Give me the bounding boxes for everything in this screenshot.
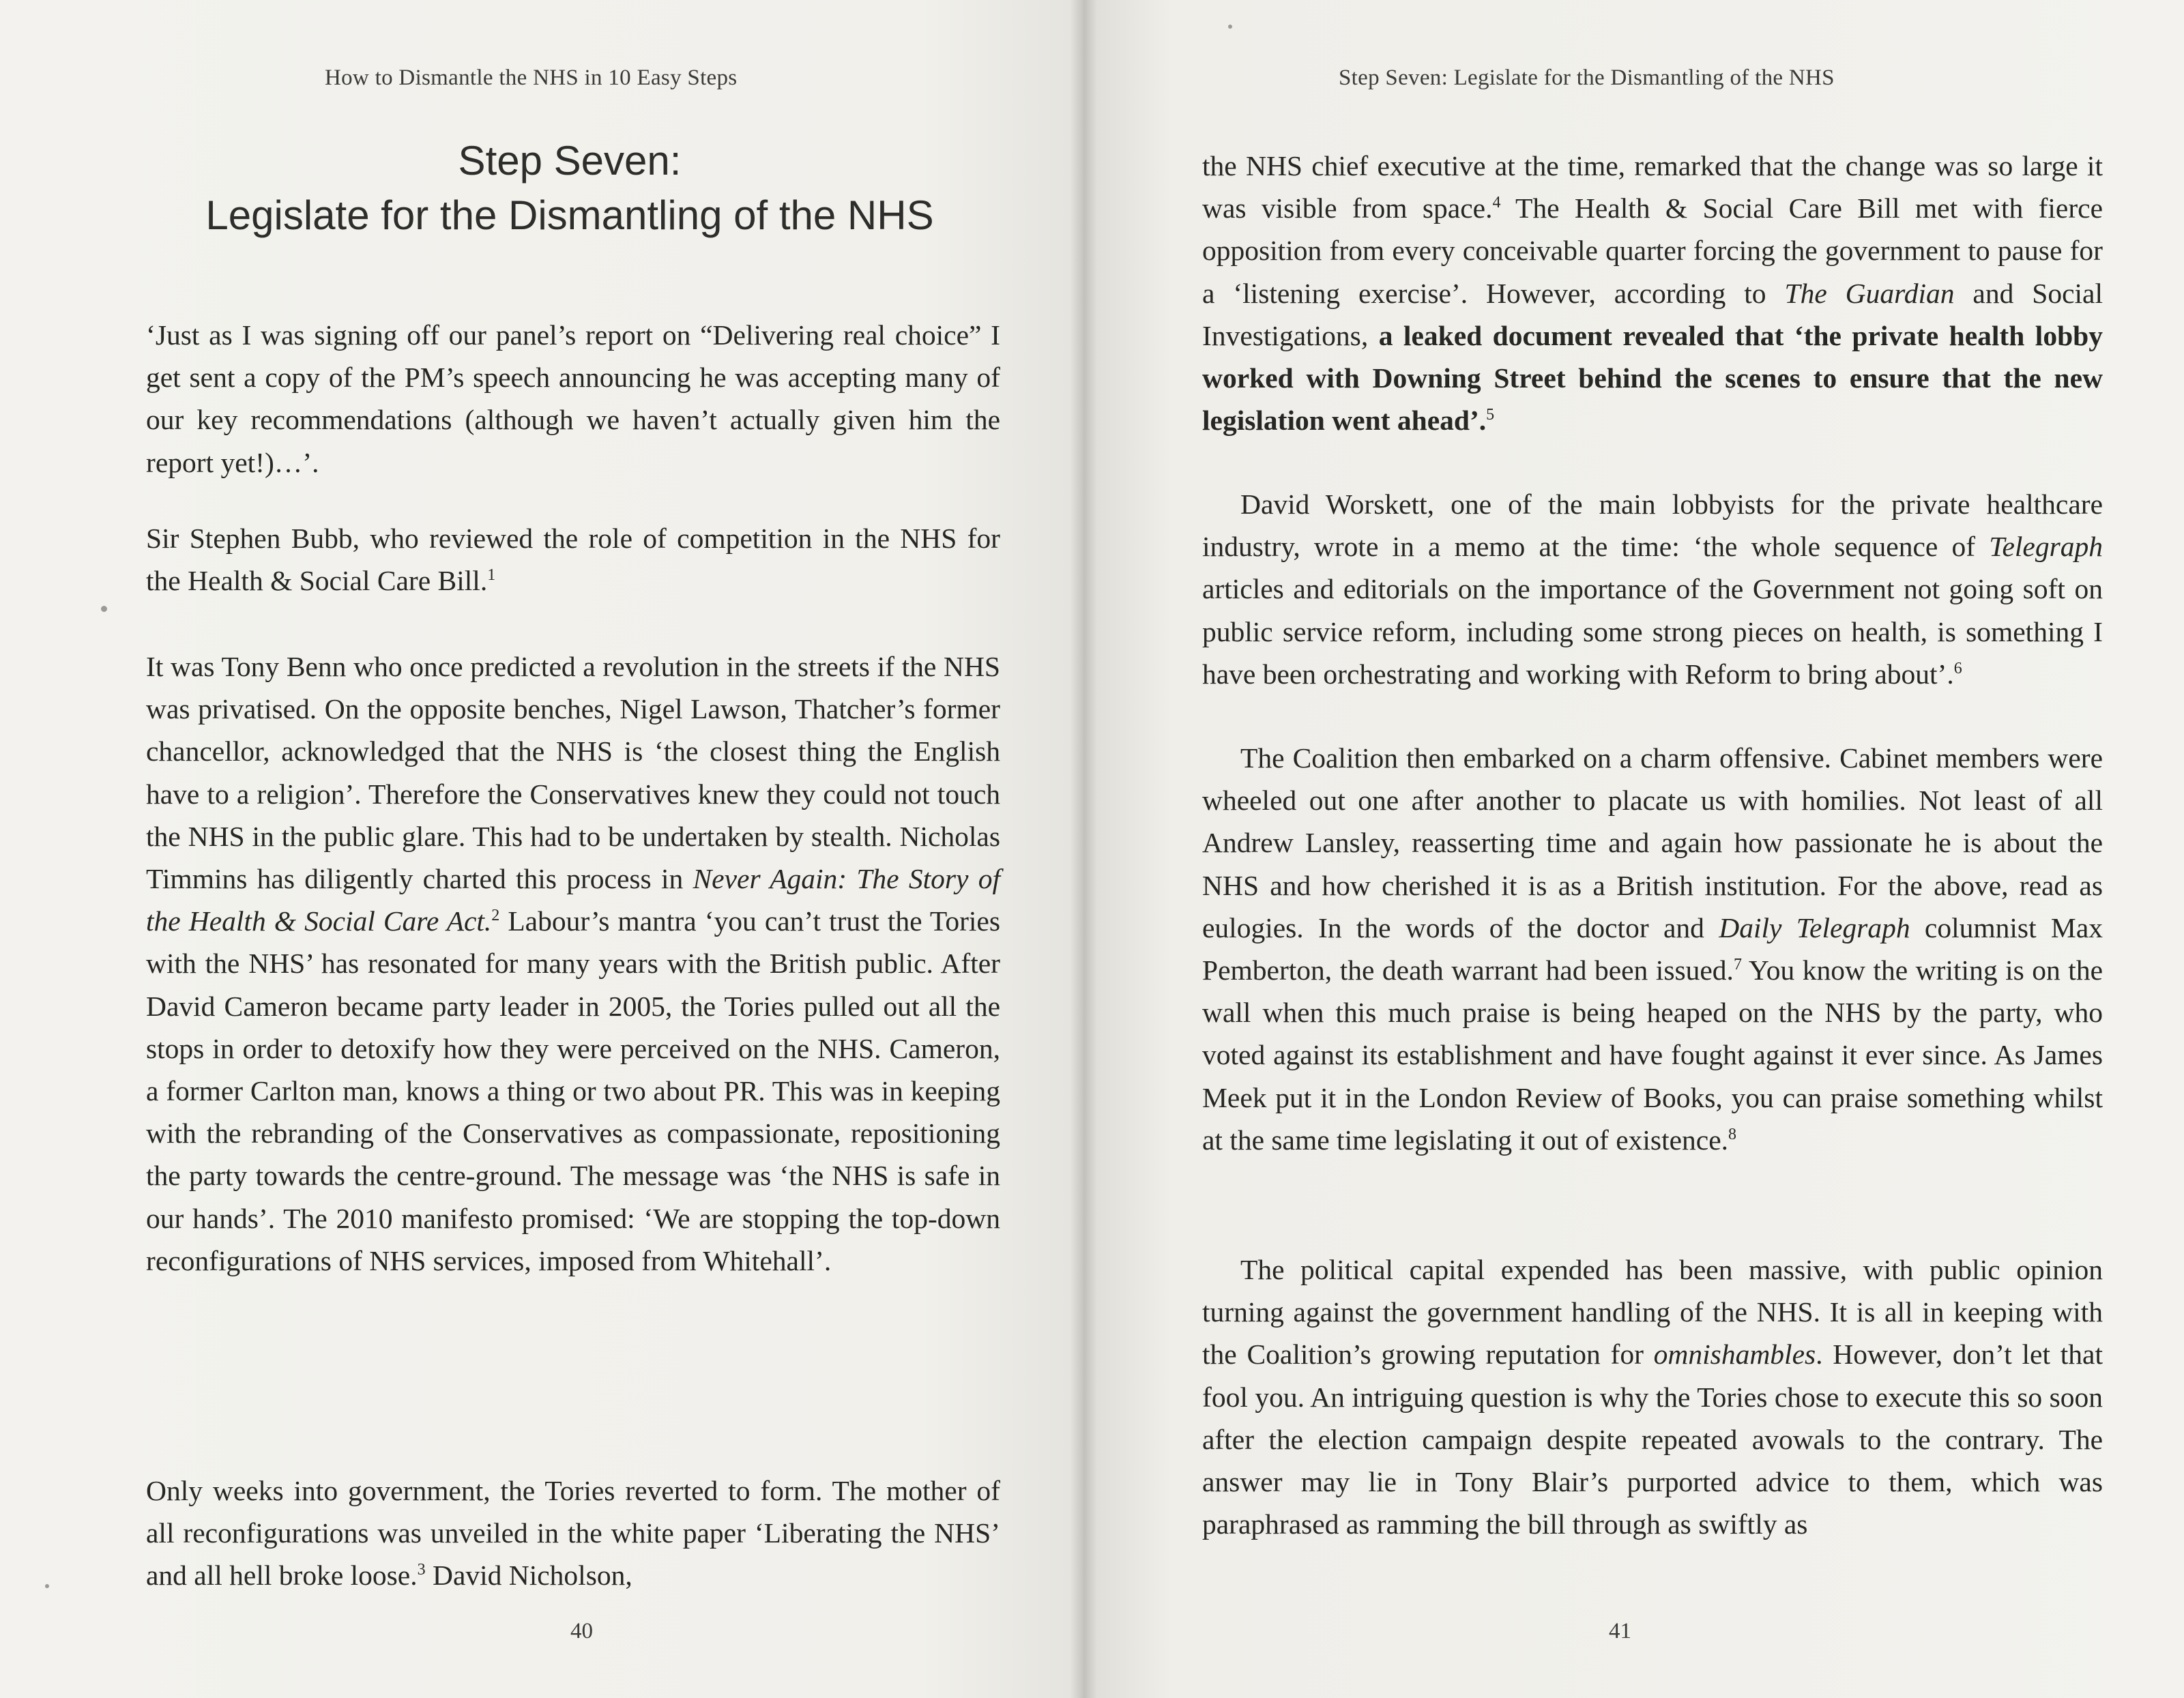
running-head-left: How to Dismantle the NHS in 10 Easy Steps xyxy=(325,65,738,90)
emphasis-word: omnishambles xyxy=(1653,1338,1816,1371)
paragraph xyxy=(1202,145,2103,441)
footnote-marker: 4 xyxy=(1492,194,1501,212)
book-gutter xyxy=(1070,0,1097,1698)
chapter-title-line2: Legislate for the Dismantling of the NHS xyxy=(205,192,934,238)
publication-title: The Guardian xyxy=(1784,277,1955,309)
body-paragraph-2 xyxy=(146,1469,1000,1597)
paragraph-text: Only weeks into government, the Tories reverted to form. The mother of all reconfigurations was unveiled in the white paper ‘Liberating the NHS’ and all hell broke loose. xyxy=(146,1475,1000,1592)
paragraph xyxy=(146,1469,1000,1597)
footnote-marker: 6 xyxy=(1953,659,1962,677)
left-page xyxy=(0,0,1083,1698)
running-head-right: Step Seven: Legislate for the Dismantling of the NHS xyxy=(1339,65,1835,90)
publication-title: Telegraph xyxy=(1989,531,2103,563)
paragraph-text: The political capital expended has been massive, with public opinion turning against the government handling of the NHS. It is all in keeping with the Coalition’s growing reputation for xyxy=(1202,1254,2103,1371)
body-paragraph-r3 xyxy=(1202,737,2103,1161)
paragraph xyxy=(1202,1248,2103,1545)
bold-quote: a leaked document revealed that ‘the private health lobby worked with Downing Street behind the scenes to ensure that the new legislation went ahead’. xyxy=(1202,319,2103,437)
paper-speck xyxy=(1228,25,1232,29)
body-paragraph-1 xyxy=(146,645,1000,1282)
body-paragraph-r2 xyxy=(1202,483,2103,695)
page-number-left: 40 xyxy=(570,1619,593,1643)
quote-text: ‘Just as I was signing off our panel’s report on “Delivering real choice” I get sent a copy of the PM’s speech announcing he was accepting many of our key recommendations (although we haven’t actually given him the report yet!)…’. xyxy=(146,319,1000,478)
footnote-marker: 5 xyxy=(1486,406,1495,424)
paragraph-text: Labour’s mantra ‘you can’t trust the Tories with the NHS’ has resonated for many years with the British public. After David Cameron became party leader in 2005, the Tories pulled out all the stops in order to detoxify how they were perceived on the NHS. Cameron, a former Carlton man, knows a thing or two about PR. This was in keeping with the rebranding of the Conservatives as compassionate, repositioning the party towards the centre-ground. The message was ‘the NHS is safe in our hands’. The 2010 manifesto promised: ‘We are stopping the top-down reconfigurations of NHS services, imposed from Whitehall’. xyxy=(146,905,1000,1276)
book-title: Never Again: The Story of the Health & Social Care Act. xyxy=(146,863,1000,937)
paragraph-text: columnist Max Pemberton, the death warrant had been issued. xyxy=(1202,911,2103,986)
paragraph-text: David Nicholson, xyxy=(425,1560,632,1592)
publication-title: Daily Telegraph xyxy=(1719,911,1910,943)
paragraph-text: You know the writing is on the wall when this much praise is being heaped on the NHS by the party, who voted against its establishment and have fought against it ever since. As James Meek put it in the London Review of Books, you can praise something whilst at the same time legislating it out of existence. xyxy=(1202,954,2103,1156)
footnote-marker: 1 xyxy=(487,566,496,585)
paragraph-text: the NHS chief executive at the time, remarked that the change was so large it was visible from space. xyxy=(1202,150,2103,224)
right-page xyxy=(1083,0,2184,1698)
page-number-right: 41 xyxy=(1609,1619,1631,1643)
chapter-title xyxy=(143,134,996,243)
attribution-paragraph xyxy=(146,517,1000,602)
paragraph xyxy=(146,645,1000,1282)
epigraph-quote xyxy=(146,314,1000,484)
paragraph-text: It was Tony Benn who once predicted a revolution in the streets if the NHS was privatised. On the opposite benches, Nigel Lawson, Thatcher’s former chancellor, acknowledged that the NHS is ‘the closest thing the English have to a religion’. Therefore the Conservatives knew they could not touch the NHS in the public glare. This had to be undertaken by stealth. Nicholas Timmins has diligently charted this process in xyxy=(146,651,1000,895)
paragraph-text: The Coalition then embarked on a charm offensive. Cabinet members were wheeled out one after another to placate us with homilies. Not least of all Andrew Lansley, reasserting time and again how passionate he is about the NHS and how cherished it is as a British institution. For the above, read as eulogies. In the words of the doctor and xyxy=(1202,742,2103,943)
paragraph-text: . However, don’t let that fool you. An intriguing question is why the Tories chose to execute this so soon after the election campaign despite repeated avowals to the contrary. The answer may lie in Tony Blair’s purported advice to them, which was paraphrased as ramming the bill through as swiftly as xyxy=(1202,1338,2103,1540)
body-paragraph-r4 xyxy=(1202,1248,2103,1545)
paper-speck xyxy=(45,1584,49,1588)
chapter-title-line1: Step Seven: xyxy=(458,138,682,184)
footnote-marker: 7 xyxy=(1733,956,1742,974)
paper-speck xyxy=(101,606,107,612)
paragraph-text: articles and editorials on the importance of the Government not going soft on public service reform, including some strong pieces on health, is something I have been orchestrating and working with Reform to bring about’. xyxy=(1202,573,2103,690)
paragraph xyxy=(1202,737,2103,1161)
paragraph-text: and Social Investigations, xyxy=(1202,277,2103,351)
epigraph-attribution xyxy=(146,517,1000,602)
paragraph xyxy=(1202,483,2103,695)
paragraph-text: David Worskett, one of the main lobbyists for the private healthcare industry, wrote in a memo at the time: ‘the whole sequence of xyxy=(1202,488,2103,563)
attribution-text: Sir Stephen Bubb, who reviewed the role of competition in the NHS for the Health & Social Care Bill. xyxy=(146,523,1000,597)
footnote-marker: 3 xyxy=(417,1561,426,1579)
paragraph-text: The Health & Social Care Bill met with fierce opposition from every conceivable quarter forcing the government to pause for a ‘listening exercise’. However, according to xyxy=(1202,192,2103,309)
footnote-marker: 2 xyxy=(491,907,500,925)
footnote-marker: 8 xyxy=(1728,1126,1736,1143)
body-paragraph-r1 xyxy=(1202,145,2103,441)
